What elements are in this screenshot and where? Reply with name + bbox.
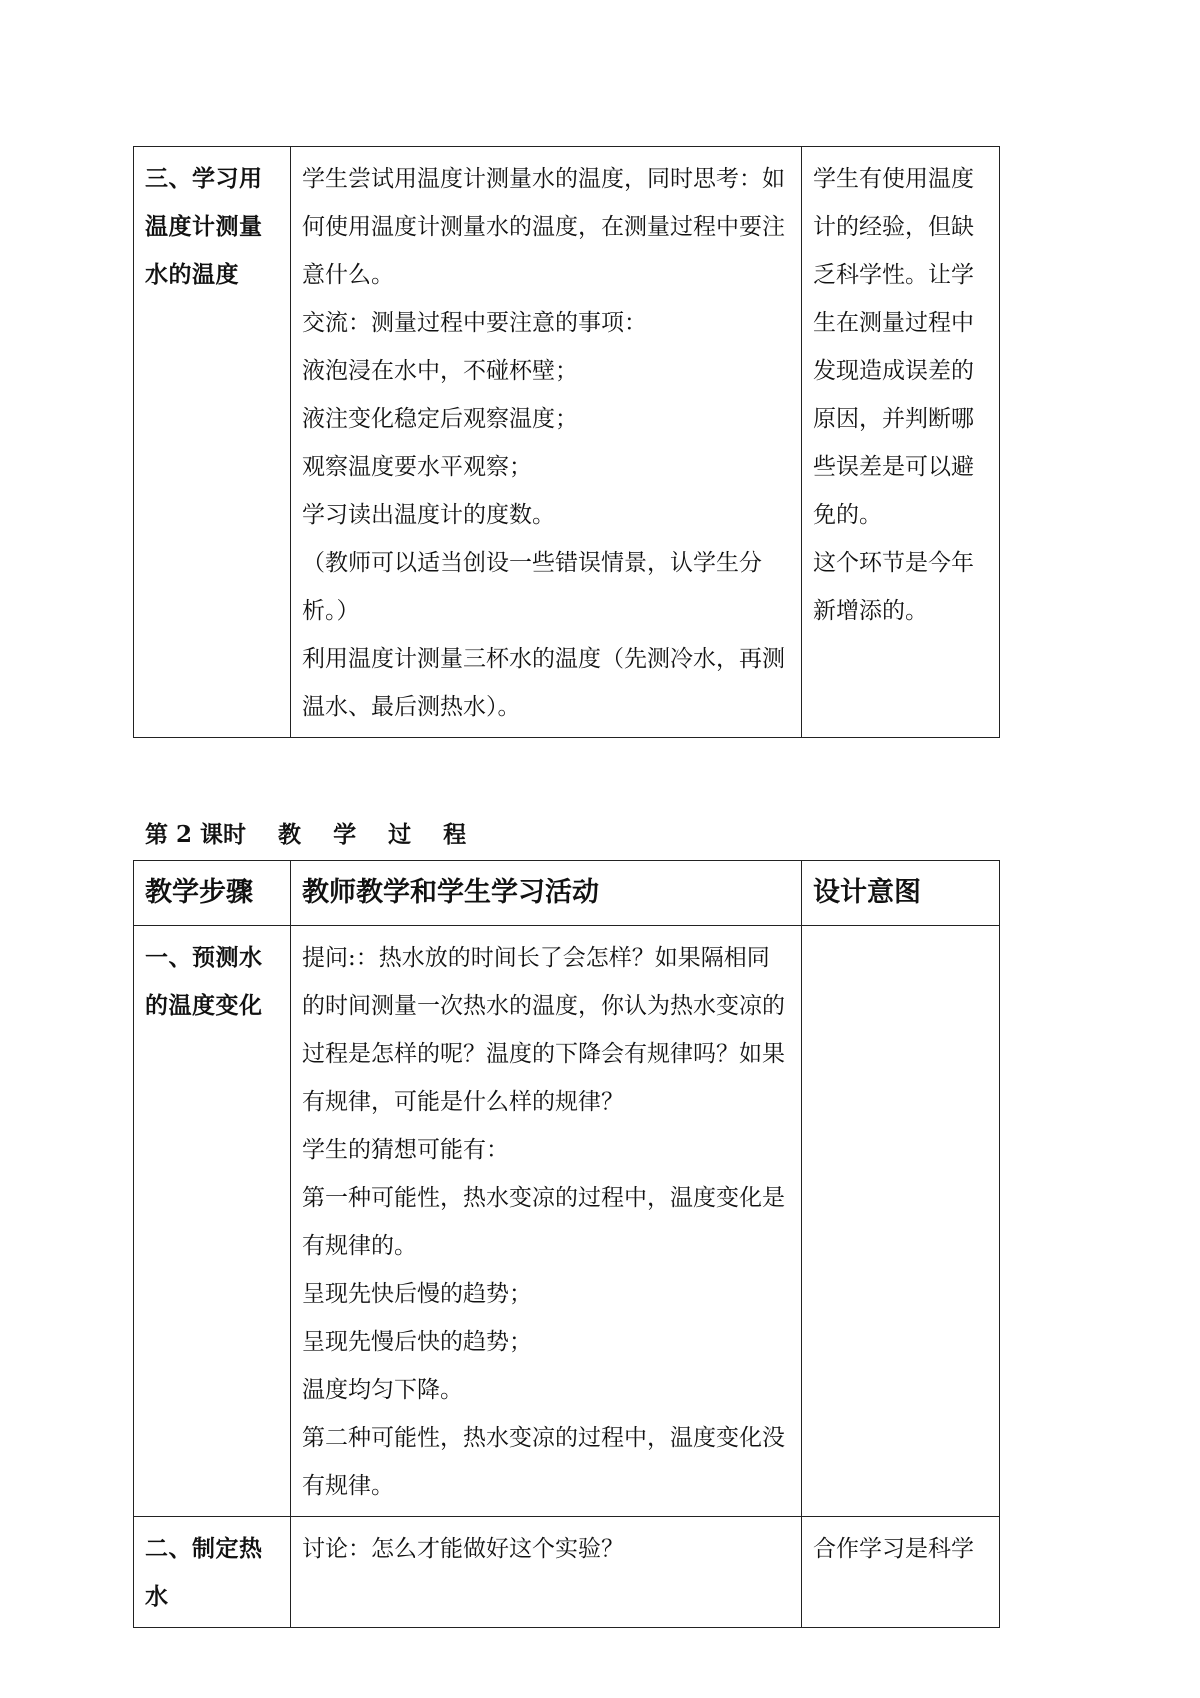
lesson-table-part-1 — [133, 146, 1000, 738]
intent-line: 合作学习是科学 — [813, 1536, 974, 1562]
table-row — [134, 147, 1000, 738]
activity-line: （教师可以适当创设一些错误情景，认学生分析。） — [302, 550, 762, 624]
step-cell — [134, 147, 291, 738]
activity-line: 提问:：热水放的时间长了会怎样？如果隔相同的时间测量一次热水的温度，你认为热水变凉的过程是怎样的呢？温度的下降会有规律吗？如果有规律，可能是什么样的规律？ — [302, 945, 785, 1115]
activity-line: 学生尝试用温度计测量水的温度，同时思考：如何使用温度计测量水的温度，在测量过程中要注意什么。 — [302, 166, 785, 288]
intent-cell — [802, 1517, 1000, 1628]
intent-line: 这个环节是今年新增添的。 — [813, 550, 974, 624]
header-step: 教学步骤 — [134, 861, 291, 926]
lesson-table-part-2 — [133, 860, 1000, 1628]
activity-line: 第一种可能性，热水变凉的过程中，温度变化是有规律的。 — [302, 1185, 785, 1259]
activity-line: 呈现先快后慢的趋势； — [302, 1281, 532, 1307]
activity-line: 液泡浸在水中，不碰杯壁； — [302, 358, 578, 384]
activity-line: 观察温度要水平观察； — [302, 454, 532, 480]
activity-cell — [291, 147, 802, 738]
activity-line: 学生的猜想可能有： — [302, 1137, 509, 1163]
activity-cell — [291, 926, 802, 1517]
table-row — [134, 1517, 1000, 1628]
activity-line: 讨论：怎么才能做好这个实验？ — [302, 1536, 624, 1562]
table-row — [134, 926, 1000, 1517]
step-cell — [134, 1517, 291, 1628]
activity-cell — [291, 1517, 802, 1628]
activity-line: 呈现先慢后快的趋势； — [302, 1329, 532, 1355]
activity-line: 学习读出温度计的度数。 — [302, 502, 555, 528]
header-intent: 设计意图 — [802, 861, 1000, 926]
step-label: 一、预测水的温度变化 — [145, 944, 263, 1019]
intent-line: 学生有使用温度计的经验，但缺乏科学性。让学生在测量过程中发现造成误差的原因，并判断哪些误差是可以避免的。 — [813, 166, 974, 528]
section-heading: 第 2 课时 教 学 过 程 — [145, 821, 467, 848]
step-label: 三、学习用温度计测量水的温度 — [145, 165, 263, 288]
step-label: 二、制定热水 — [145, 1535, 263, 1610]
activity-line: 交流：测量过程中要注意的事项： — [302, 310, 647, 336]
step-cell — [134, 926, 291, 1517]
activity-line: 利用温度计测量三杯水的温度（先测冷水，再测温水、最后测热水）。 — [302, 646, 785, 720]
table-header-row — [134, 861, 1000, 926]
activity-line: 第二种可能性，热水变凉的过程中，温度变化没有规律。 — [302, 1425, 785, 1499]
activity-line: 液注变化稳定后观察温度； — [302, 406, 578, 432]
intent-cell — [802, 926, 1000, 1517]
intent-cell — [802, 147, 1000, 738]
activity-line: 温度均匀下降。 — [302, 1377, 463, 1403]
header-activity: 教师教学和学生学习活动 — [291, 861, 802, 926]
